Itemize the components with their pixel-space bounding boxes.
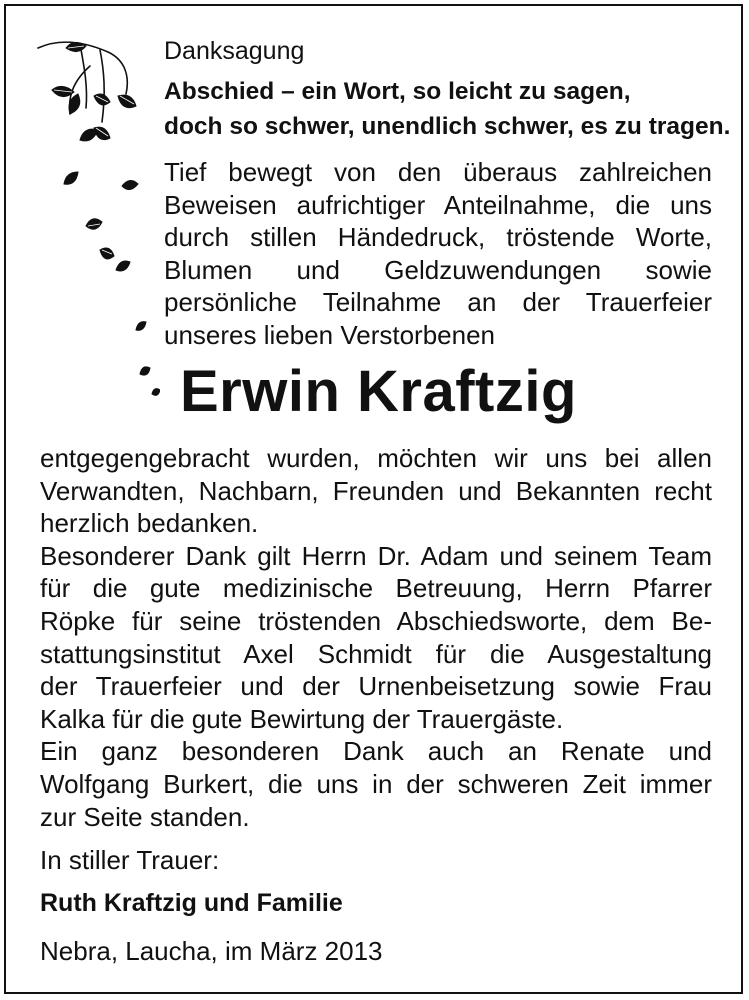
body-paragraph xyxy=(40,540,712,736)
closing-line: In stiller Trauer: xyxy=(40,845,220,875)
body-line: stattungsinstitut Axel Schmidt für die Ausgestaltung xyxy=(40,638,712,669)
intro-line: Tief bewegt von den überaus zahlreichen xyxy=(164,157,712,187)
intro-line: Blumen und Geldzuwendungen sowie xyxy=(164,254,712,285)
intro-text xyxy=(164,156,712,352)
body-line: für die gute medizinische Betreuung, Herrn Pfarrer xyxy=(40,573,712,604)
body-line: zur Seite standen. xyxy=(40,801,250,832)
signer-name: Ruth Kraftzig und Familie xyxy=(40,889,343,917)
intro-line: persönliche Teilnahme an der Trauerfeier xyxy=(164,287,712,318)
body-line: Besonderer Dank gilt Herrn Dr. Adam und seinem Team xyxy=(40,540,712,571)
quote-line: doch so schwer, unendlich schwer, es zu tragen. xyxy=(164,113,731,140)
falling-leaves-icon xyxy=(30,36,160,416)
body-line: Kalka für die gute Bewirtung der Trauergäste. xyxy=(40,703,564,734)
place-date: Nebra, Laucha, im März 2013 xyxy=(40,936,383,966)
thanks-body xyxy=(40,442,712,833)
body-line: Ein ganz besonderen Dank auch an Renate und xyxy=(40,736,712,767)
intro-line: durch stillen Händedruck, tröstende Worte, xyxy=(164,222,712,253)
notice-heading: Danksagung xyxy=(164,37,305,65)
body-line: Röpke für seine tröstenden Abschiedsworte, dem Be- xyxy=(40,605,712,636)
deceased-name: Erwin Kraftzig xyxy=(180,359,577,424)
body-line: Verwandten, Nachbarn, Freunden und Bekannten recht xyxy=(40,475,712,506)
body-line: entgegengebracht wurden, möchten wir uns bei allen xyxy=(40,443,712,473)
quote-line: Abschied – ein Wort, so leicht zu sagen, xyxy=(164,78,631,105)
body-paragraph xyxy=(40,442,712,540)
body-line: Wolfgang Burkert, die uns in der schweren Zeit immer xyxy=(40,768,712,799)
farewell-quote xyxy=(164,74,730,144)
body-line: der Trauerfeier und der Urnenbeisetzung sowie Frau xyxy=(40,671,712,702)
body-line: herzlich bedanken. xyxy=(40,508,259,539)
intro-line: unseres lieben Verstorbenen xyxy=(164,319,496,350)
intro-line: Beweisen aufrichtiger Anteilnahme, die uns xyxy=(164,189,712,220)
body-paragraph xyxy=(40,735,712,833)
